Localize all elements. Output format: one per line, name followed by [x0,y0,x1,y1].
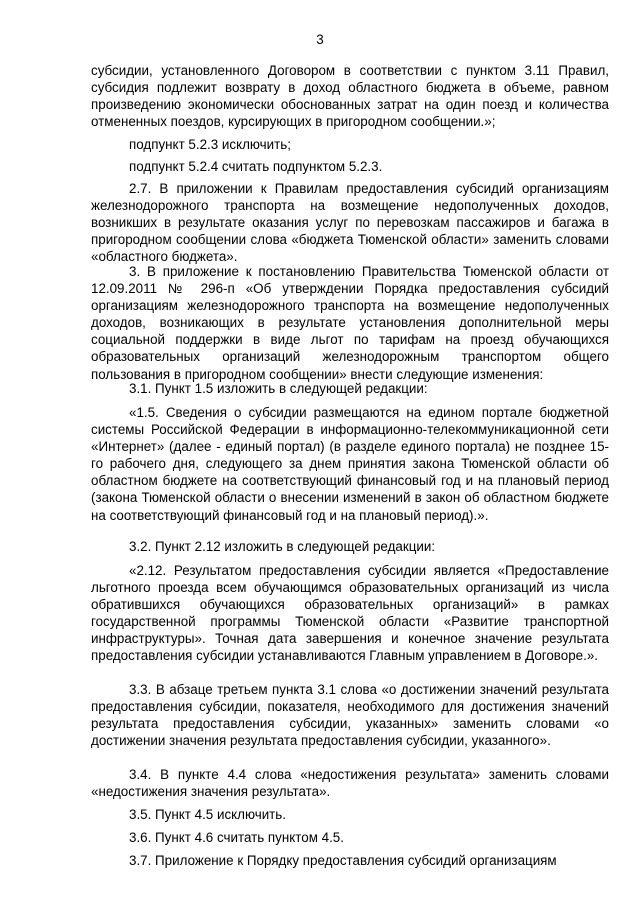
paragraph-3-3: 3.3. В абзаце третьем пункта 3.1 слова «о достижении значений результата предоставления субсидии, показателя, необходимого для достижения значений результата предоставления субсидии, указанных» заменить словами «о достижении значения результата предоставления субсидии, указанного». [91,682,609,749]
paragraph-2-12-quote: «2.12. Результатом предоставления субсидии является «Предоставление льготного проезда всем обучающимся образовательных организаций из числа обратившихся обучающихся образовательных организаций» в рамках государственной программы Тюменской области «Развитие транспортной инфраструктуры». Точная дата завершения и конечное значение результата предоставления субсидии устанавливаются Главным управлением в Договоре.». [91,563,609,664]
paragraph-3-6: 3.6. Пункт 4.6 считать пунктом 4.5. [129,830,344,845]
paragraph-2-7: 2.7. В приложении к Правилам предоставления субсидий организациям железнодорожного транспорта на возмещение недополученных доходов, возникших в результате оказания услуг по перевозкам пассажиров и багажа в пригородном сообщении слова «бюджета Тюменской области» заменить словами «областного бюджета». [91,181,609,265]
paragraph-3-4: 3.4. В пункте 4.4 слова «недостижения результата» заменить словами «недостижения значения результата». [91,767,609,800]
paragraph-subsidy-return: субсидии, установленного Договором в соответствии с пунктом 3.11 Правил, субсидия подлежит возврату в доход областного бюджета в объеме, равном произведению экономически обоснованных затрат на один поезд и количества отмененных поездов, курсирующих в пригородном сообщении.»; [91,63,609,130]
paragraph-3-2: 3.2. Пункт 2.12 изложить в следующей редакции: [129,539,436,554]
paragraph-3: 3. В приложение к постановлению Правительства Тюменской области от 12.09.2011 № 296-п «Об утверждении Порядка предоставления субсидий организациям железнодорожного транспорта на возмещение недополученных доходов, возникающих в результате установления дополнительной меры социальной поддержки в виде льгот по тарифам на проезд обучающихся образовательных организаций железнодорожным транспортом общего пользования в пригородном сообщении» внести следующие изменения: [91,264,609,382]
paragraph-1-5-quote: «1.5. Сведения о субсидии размещаются на едином портале бюджетной системы Российской Федерации в информационно-телекоммуникационной сети «Интернет» (далее - единый портал) (в разделе единого портала) не позднее 15-го рабочего дня, следующего за днем принятия закона Тюменской области об областном бюджете на соответствующий финансовый год и на плановый период (закона Тюменской области о внесении изменений в закон об областном бюджете на соответствующий финансовый год и на плановый период).». [91,405,609,523]
paragraph-3-1: 3.1. Пункт 1.5 изложить в следующей редакции: [129,381,428,396]
page-number: 3 [316,32,324,47]
paragraph-3-5: 3.5. Пункт 4.5 исключить. [129,807,286,822]
paragraph-subitem-523-exclude: подпункт 5.2.3 исключить; [129,137,291,152]
paragraph-3-7: 3.7. Приложение к Порядку предоставления субсидий организациям [129,853,557,868]
paragraph-subitem-524-renumber: подпункт 5.2.4 считать подпунктом 5.2.3. [129,159,383,174]
